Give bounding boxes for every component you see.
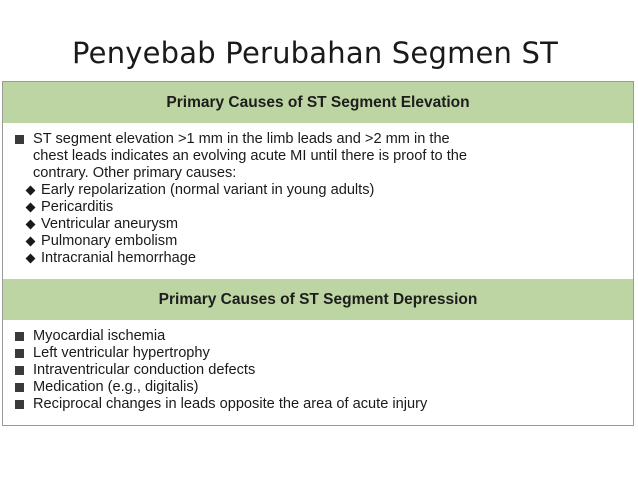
elevation-cause-label: Ventricular aneurysm xyxy=(41,216,179,232)
slide-title: Penyebab Perubahan Segmen ST xyxy=(72,36,559,70)
elevation-cause-item xyxy=(15,233,625,250)
depression-cause-item xyxy=(15,362,625,379)
paragraph-line: contrary. Other primary causes: xyxy=(33,165,237,181)
elevation-cause-item xyxy=(15,182,625,199)
depression-section xyxy=(15,328,625,413)
diamond-bullet-icon xyxy=(26,219,36,229)
elevation-cause-label: Pulmonary embolism xyxy=(41,233,178,249)
depression-cause-item xyxy=(15,328,625,345)
depression-header: Primary Causes of ST Segment Depression xyxy=(3,279,633,320)
elevation-paragraph xyxy=(15,131,625,182)
depression-cause-item xyxy=(15,379,625,396)
depression-cause-item xyxy=(15,396,625,413)
square-bullet-icon xyxy=(15,366,24,375)
elevation-cause-item xyxy=(15,199,625,216)
elevation-cause-label: Early repolarization (normal variant in young adults) xyxy=(41,182,375,198)
depression-cause-item xyxy=(15,345,625,362)
square-bullet-icon xyxy=(15,383,24,392)
depression-cause-label: Intraventricular conduction defects xyxy=(33,362,256,378)
square-bullet-icon xyxy=(15,332,24,341)
diamond-bullet-icon xyxy=(26,202,36,212)
elevation-header: Primary Causes of ST Segment Elevation xyxy=(3,82,633,123)
elevation-cause-label: Intracranial hemorrhage xyxy=(41,250,196,266)
elevation-cause-label: Pericarditis xyxy=(41,199,114,215)
paragraph-line: ST segment elevation >1 mm in the limb leads and >2 mm in the xyxy=(33,131,450,147)
paragraph-line: chest leads indicates an evolving acute MI until there is proof to the xyxy=(33,148,468,164)
depression-cause-label: Reciprocal changes in leads opposite the area of acute injury xyxy=(33,396,428,412)
diamond-bullet-icon xyxy=(26,185,36,195)
diamond-bullet-icon xyxy=(26,253,36,263)
square-bullet-icon xyxy=(15,349,24,358)
elevation-cause-item xyxy=(15,216,625,233)
elevation-section xyxy=(15,131,625,267)
square-bullet-icon xyxy=(15,400,24,409)
depression-cause-label: Myocardial ischemia xyxy=(33,328,166,344)
square-bullet-icon xyxy=(15,135,24,144)
elevation-cause-item xyxy=(15,250,625,267)
depression-cause-label: Medication (e.g., digitalis) xyxy=(33,379,199,395)
depression-cause-label: Left ventricular hypertrophy xyxy=(33,345,210,361)
diamond-bullet-icon xyxy=(26,236,36,246)
st-causes-table xyxy=(2,81,634,426)
